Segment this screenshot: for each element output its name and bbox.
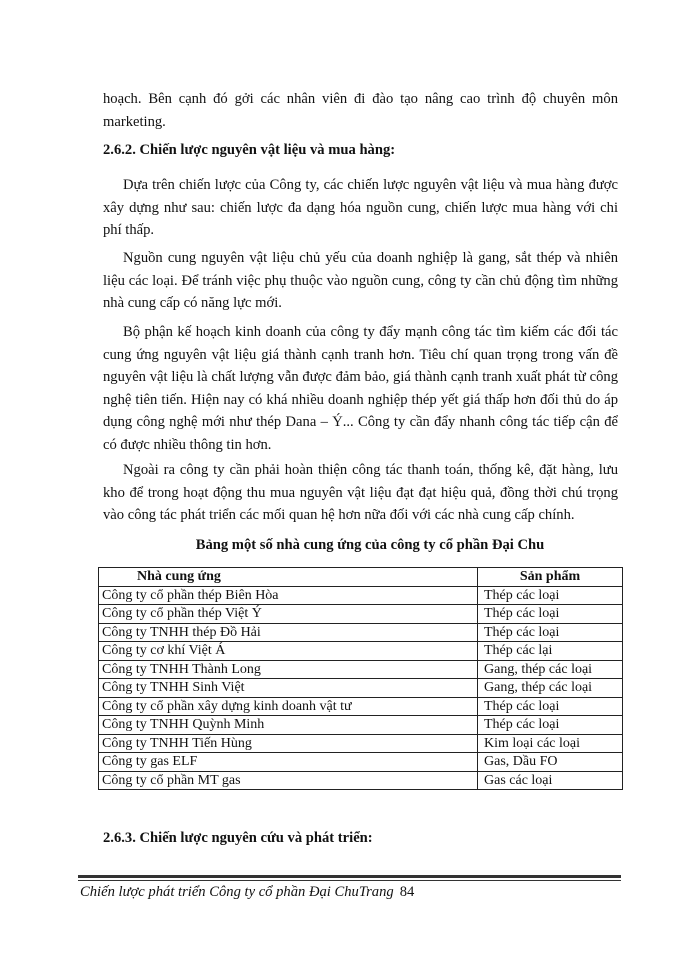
table-row	[99, 716, 623, 735]
paragraph-strategy-overview: Dựa trên chiến lược của Công ty, các chiến lược nguyên vật liệu và mua hàng được xây dựng như sau: chiến lược đa dạng hóa nguồn cung, chiến lược mua hàng với chi phí thấp.	[103, 177, 618, 238]
product-cell: Gas các loại	[478, 771, 623, 790]
table-row	[99, 586, 623, 605]
table-row	[99, 642, 623, 661]
product-cell: Thép các loại	[478, 623, 623, 642]
table-row	[99, 753, 623, 772]
table-row	[99, 623, 623, 642]
paragraph-payment-improvement: Ngoài ra công ty cần phải hoàn thiện công tác thanh toán, thống kê, đặt hàng, lưu kho để trong hoạt động thu mua nguyên vật liệu đạt đạt hiệu quả, đồng thời chú trọng vào công tác phát triển các mối quan hệ hơn nữa đối với các nhà cung cấp chính.	[103, 462, 618, 523]
supplier-cell: Công ty TNHH Thành Long	[99, 660, 478, 679]
section-heading-2-6-3: 2.6.3. Chiến lược nguyên cứu và phát triển:	[103, 830, 373, 846]
table-row	[99, 660, 623, 679]
product-cell: Gas, Dầu FO	[478, 753, 623, 772]
supplier-cell: Công ty TNHH Sinh Việt	[99, 679, 478, 698]
table-row	[99, 734, 623, 753]
table-row	[99, 605, 623, 624]
supplier-cell: Công ty cổ phần thép Biên Hòa	[99, 586, 478, 605]
product-cell: Gang, thép các loại	[478, 679, 623, 698]
page-footer	[80, 884, 414, 901]
supplier-cell: Công ty cổ phần MT gas	[99, 771, 478, 790]
paragraph-supply-sources: Nguồn cung nguyên vật liệu chủ yếu của doanh nghiệp là gang, sắt thép và nhiên liệu các loại. Để tránh việc phụ thuộc vào nguồn cung, công ty cần chủ động tìm những nhà cung cấp có năng lực mới.	[103, 250, 618, 311]
supplier-cell: Công ty cổ phần thép Việt Ý	[99, 605, 478, 624]
table-row	[99, 771, 623, 790]
supplier-cell: Công ty TNHH Quỳnh Minh	[99, 716, 478, 735]
table-row	[99, 679, 623, 698]
paragraph-business-planning: Bộ phận kế hoạch kinh doanh của công ty đẩy mạnh công tác tìm kiếm các đối tác cung ứng nguyên vật liệu giá thành cạnh tranh hơn. Tiêu chí quan trọng trong vấn đề nguyên vật liệu là chất lượng vẫn được đảm bảo, giá thành cạnh tranh xuất phát từ công nghệ tiên tiến. Hiện nay có khá nhiều doanh nghiệp thép yết giá thấp hơn đối thủ do áp dụng công nghệ mới như thép Dana – Ý... Công ty cần đẩy nhanh công tác tiếp cận để có được nhiều thông tin hơn.	[103, 324, 618, 453]
product-cell: Thép các loại	[478, 605, 623, 624]
supplier-cell: Công ty TNHH Tiến Hùng	[99, 734, 478, 753]
product-cell: Thép các loại	[478, 697, 623, 716]
page-number: 84	[399, 884, 415, 900]
product-cell: Gang, thép các loại	[478, 660, 623, 679]
supplier-cell: Công ty gas ELF	[99, 753, 478, 772]
table-caption: Bảng một số nhà cung ứng của công ty cổ phần Đại Chu	[195, 537, 545, 553]
header-supplier: Nhà cung ứng	[99, 568, 478, 587]
product-cell: Thép các loại	[478, 716, 623, 735]
product-cell: Thép các lại	[478, 642, 623, 661]
table-header-row	[99, 568, 623, 587]
header-product: Sản phẩm	[478, 568, 623, 587]
supplier-cell: Công ty cổ phần xây dựng kinh doanh vật tư	[99, 697, 478, 716]
table-row	[99, 697, 623, 716]
supplier-cell: Công ty cơ khí Việt Á	[99, 642, 478, 661]
paragraph-continuation: hoạch. Bên cạnh đó gởi các nhân viên đi đào tạo nâng cao trình độ chuyên môn marketing.	[103, 91, 618, 130]
footer-divider	[78, 875, 621, 878]
section-heading-2-6-2: 2.6.2. Chiến lược nguyên vật liệu và mua hàng:	[103, 142, 396, 158]
product-cell: Thép các loại	[478, 586, 623, 605]
supplier-cell: Công ty TNHH thép Đồ Hải	[99, 623, 478, 642]
suppliers-table	[98, 567, 623, 790]
footer-divider-thin	[78, 880, 621, 881]
footer-title: Chiến lược phát triển Công ty cổ phần Đại ChuTrang	[80, 884, 394, 900]
product-cell: Kim loại các loại	[478, 734, 623, 753]
